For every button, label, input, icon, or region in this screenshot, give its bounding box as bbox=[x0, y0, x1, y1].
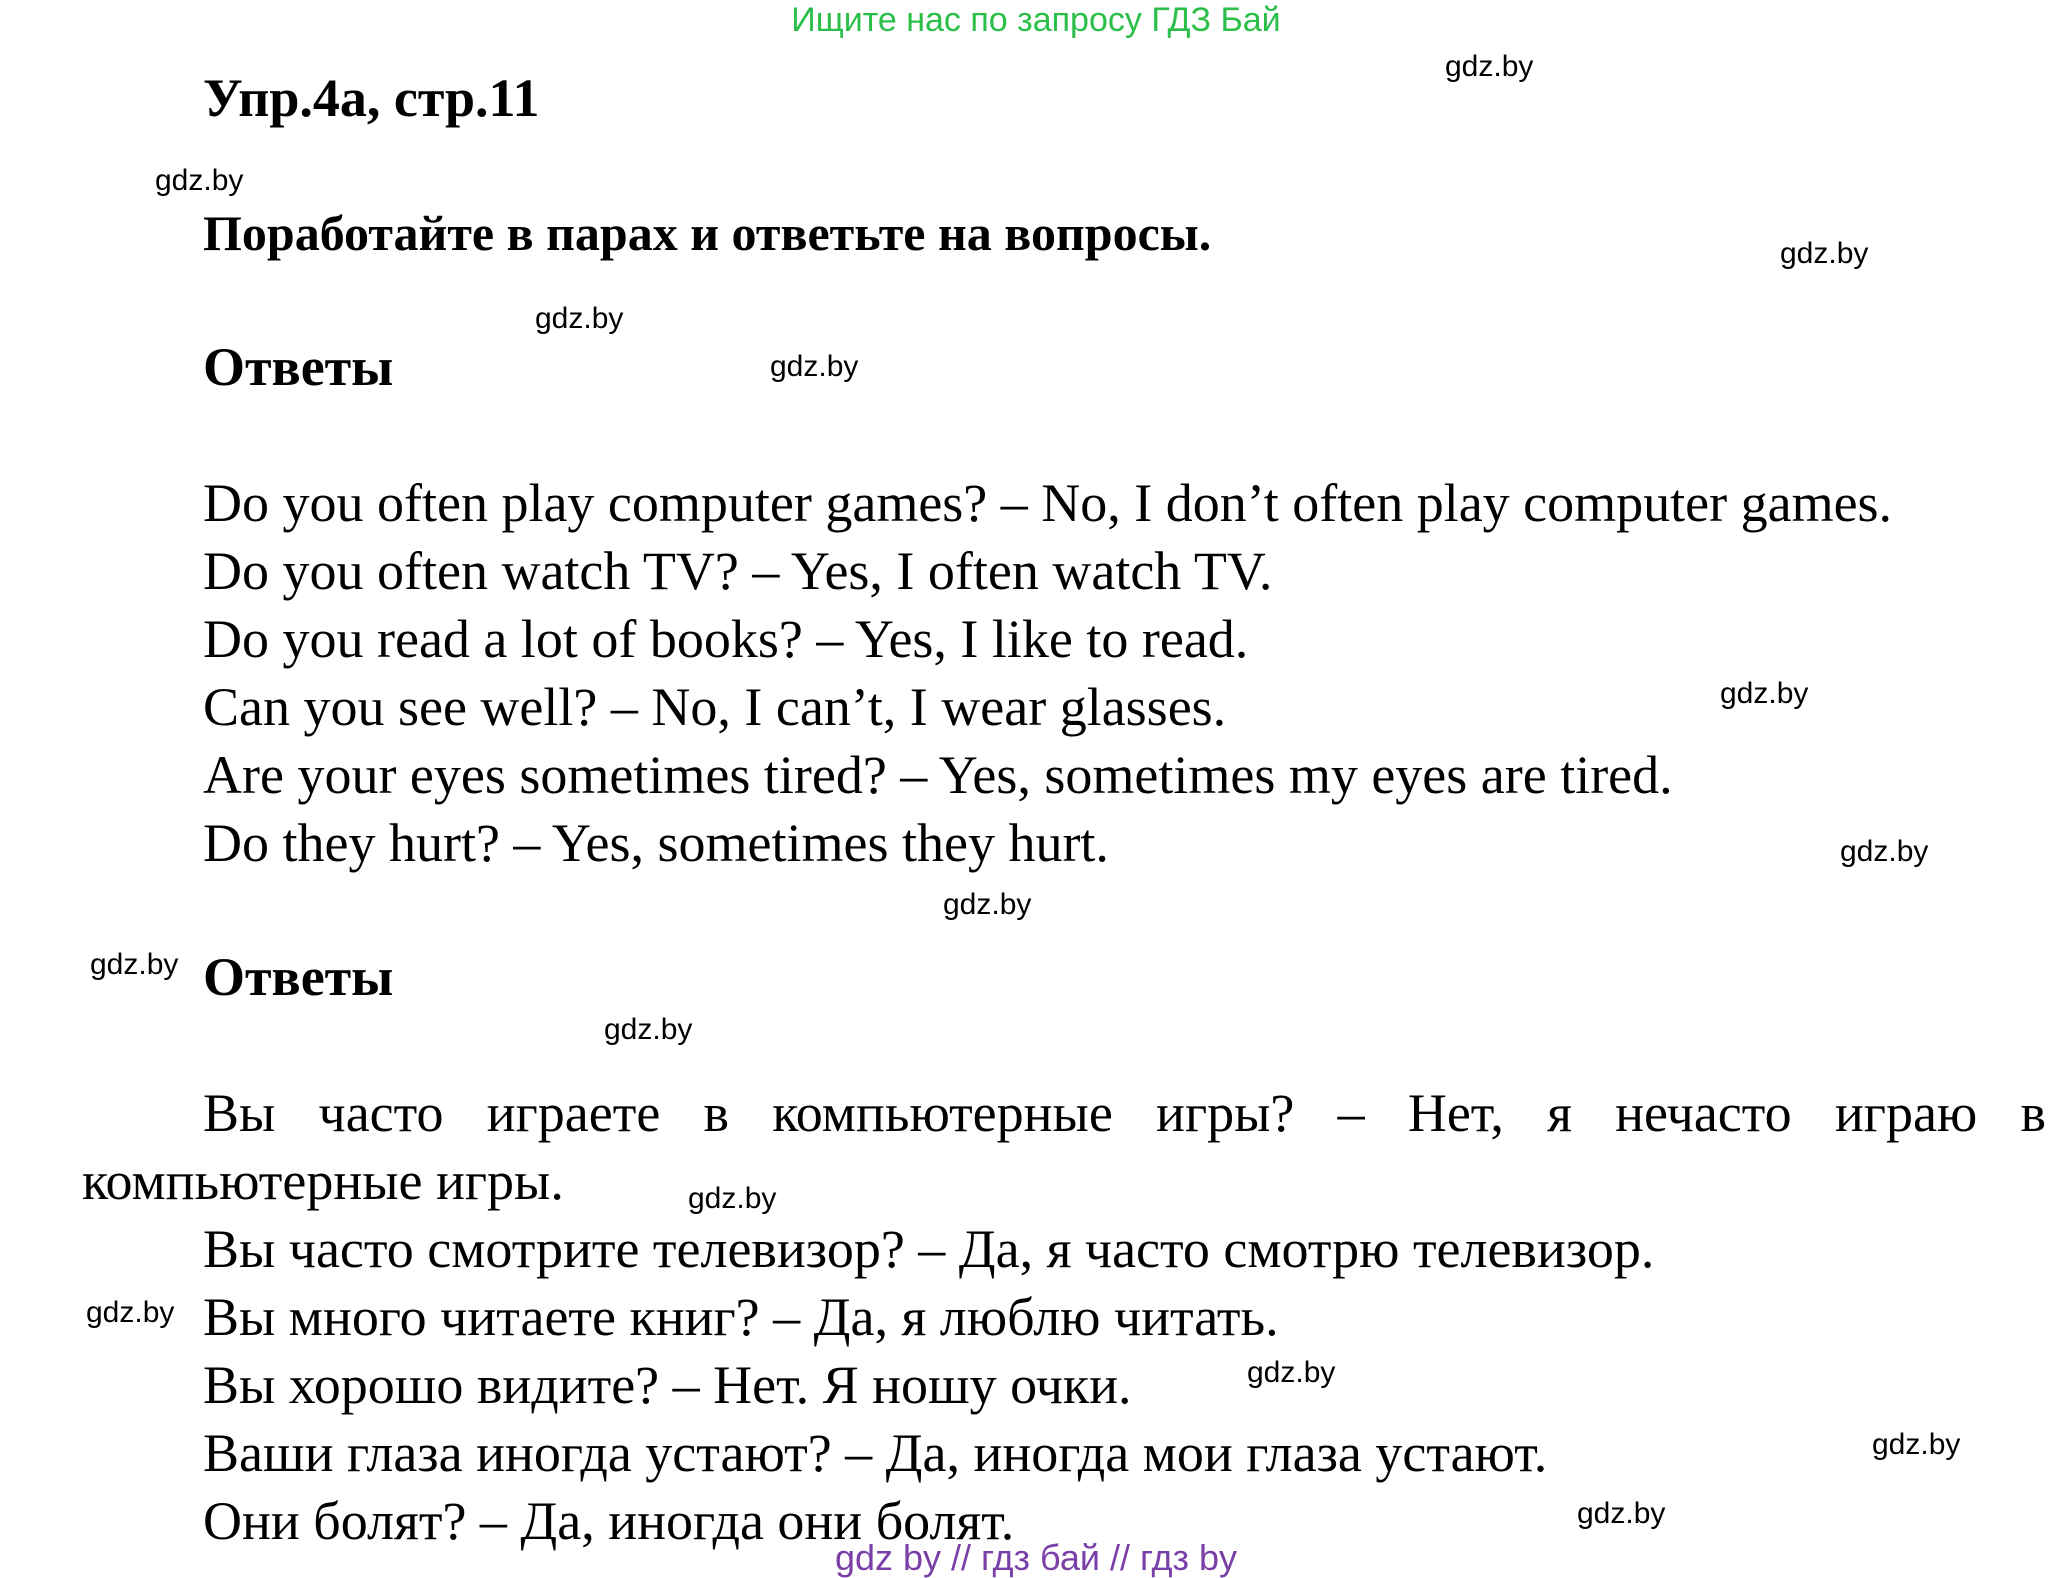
top-banner: Ищите нас по запросу ГДЗ Бай bbox=[791, 1, 1281, 39]
english-answer-line: Do you often watch TV? – Yes, I often watch TV. bbox=[203, 541, 1273, 601]
watermark: gdz.by bbox=[1247, 1356, 1336, 1389]
english-answer-line: Do they hurt? – Yes, sometimes they hurt. bbox=[203, 813, 1109, 873]
watermark: gdz.by bbox=[1445, 50, 1534, 83]
answers-heading-english: Ответы bbox=[203, 337, 394, 397]
russian-answer-line: Вы часто играете в компьютерные игры? – Нет, я нечасто играю в bbox=[203, 1083, 2046, 1143]
english-answer-line: Do you often play computer games? – No, I don’t often play computer games. bbox=[203, 473, 1893, 533]
russian-answer-line: Вы хорошо видите? – Нет. Я ношу очки. bbox=[203, 1355, 1132, 1415]
russian-answer-line-continuation: компьютерные игры. bbox=[82, 1151, 564, 1211]
footer-links: gdz by // гдз бай // гдз by bbox=[834, 1537, 1238, 1578]
watermark: gdz.by bbox=[943, 888, 1032, 921]
exercise-task: Поработайте в парах и ответьте на вопросы. bbox=[203, 205, 1212, 261]
watermark: gdz.by bbox=[1872, 1428, 1961, 1461]
watermark: gdz.by bbox=[604, 1013, 693, 1046]
watermark: gdz.by bbox=[688, 1182, 777, 1215]
watermark: gdz.by bbox=[1720, 677, 1809, 710]
english-answer-line: Do you read a lot of books? – Yes, I like to read. bbox=[203, 609, 1249, 669]
watermark: gdz.by bbox=[155, 164, 244, 197]
answers-heading-russian: Ответы bbox=[203, 947, 394, 1007]
exercise-title: Упр.4а, стр.11 bbox=[203, 68, 540, 128]
english-answer-line: Are your eyes sometimes tired? – Yes, sometimes my eyes are tired. bbox=[203, 745, 1673, 805]
russian-answer-line: Они болят? – Да, иногда они болят. bbox=[203, 1491, 1015, 1551]
watermark: gdz.by bbox=[86, 1296, 175, 1329]
watermark: gdz.by bbox=[535, 302, 624, 335]
watermark: gdz.by bbox=[1780, 237, 1869, 270]
russian-answer-line: Вы часто смотрите телевизор? – Да, я часто смотрю телевизор. bbox=[203, 1219, 1655, 1279]
watermark: gdz.by bbox=[1577, 1497, 1666, 1530]
watermark: gdz.by bbox=[1840, 835, 1929, 868]
russian-answer-line: Вы много читаете книг? – Да, я люблю читать. bbox=[203, 1287, 1279, 1347]
russian-answer-line: Ваши глаза иногда устают? – Да, иногда мои глаза устают. bbox=[203, 1423, 1548, 1483]
english-answer-line: Can you see well? – No, I can’t, I wear glasses. bbox=[203, 677, 1227, 737]
watermark: gdz.by bbox=[770, 350, 859, 383]
watermark: gdz.by bbox=[90, 948, 179, 981]
